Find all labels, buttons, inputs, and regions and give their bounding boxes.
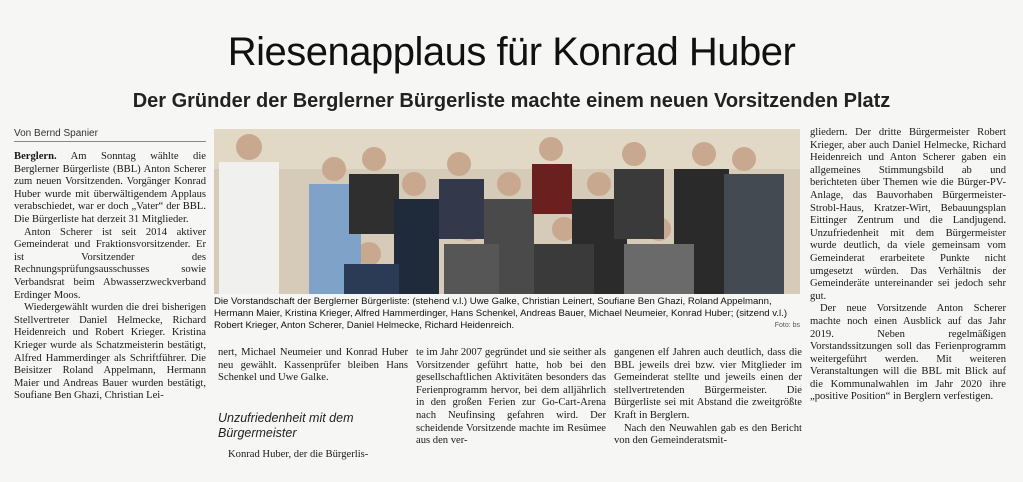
column-1	[14, 151, 206, 403]
paragraph: te im Jahr 2007 gegründet und sie seither als Vorsitzender geführt hatte, hob bei den gesellschaftlichen Aktivitäten besonders das Ferienprogramm hervor, bei dem alljährlich in den großen Ferien zur Go-Cart-Arena nach Neufinsing gefahren wird. Der scheidende Vorsitzende machte im Resümee aus den ver-	[416, 347, 606, 447]
column-4	[614, 347, 802, 448]
photo-caption	[214, 296, 800, 332]
paragraph-lead	[14, 151, 206, 227]
paragraph: nert, Michael Neumeier und Konrad Huber neu gewählt. Kassenprüfer bleiben Hans Schenkel und Uwe Galke.	[218, 347, 408, 384]
headline: Riesenapplaus für Konrad Huber	[227, 30, 796, 74]
subheadline: Der Gründer der Berglerner Bürgerliste machte einem neuen Vorsitzenden Platz	[132, 90, 891, 112]
paragraph: Nach den Neuwahlen gab es den Bericht von den Gemeinderatsmit-	[614, 422, 802, 447]
group-photo	[214, 129, 800, 294]
paragraph: gliedern. Der dritte Bürgermeister Robert Krieger, aber auch Daniel Helmecke, Richard Heidenreich und Anton Scherer gaben ein allgemeines Stimmungsbild ab und berichteten über Themen wie die Bürger-PV-Anlage, das Bauvorhaben Bürgermeister-Strobl-Haus, Kratzer-Wirt, Bebauungsplan Eittinger Zentrum und die Landjugend. Unzufriedenheit mit dem Bürgermeister wurde deutlich, da viele gemeinsam vom Gemeinderat erarbeitete Punkte nicht umgesetzt würden. Das Verhältnis der Gemeinderäte untereinander sei jedoch sehr gut.	[810, 127, 1006, 302]
lead-text: Am Sonntag wählte die Berglerner Bürgerliste (BBL) Anton Scherer zum neuen Vorsitzenden. Vorgänger Konrad Huber wurde mit überwältigendem Applaus verabschiedet, war er doch „Vater“ der BBL. Die Bürgerliste hat derzeit 31 Mitglieder.	[14, 151, 206, 225]
paragraph: gangenen elf Jahren auch deutlich, dass die BBL jeweils drei bzw. vier Mitglieder im Gemeinderat stellte und jeweils einen der stellvertretenden Bürgermeister. Die Bürgerliste sei mit Abstand die zweitgrößte Kraft in Berglern.	[614, 347, 802, 421]
column-2-continued	[218, 449, 408, 462]
lead-place: Berglern.	[14, 151, 57, 162]
paragraph: Anton Scherer ist seit 2014 aktiver Gemeinderat und Fraktionsvorsitzender. Er ist Vorsitzender des Rechnungsprüfungsausschusses sowie Verbandsrat beim Abwasserzweckverband Erdinger Moos.	[14, 226, 206, 301]
column-3	[416, 347, 606, 448]
paragraph: Konrad Huber, der die Bürgerlis-	[228, 449, 369, 460]
section-subtitle: Unzufriedenheit mit dem Bürgermeister	[218, 411, 354, 440]
group-photo-illustration	[214, 129, 800, 294]
caption-text: Die Vorstandschaft der Berglerner Bürgerliste: (stehend v.l.) Uwe Galke, Christian Leinert, Soufiane Ben Ghazi, Roland Appelmann, Hermann Maier, Kristina Krieger, Alfred Hammerdinger, Hans Schenkel, Andreas Bauer, Michael Neumeier, Konrad Huber; (sitzend v.l.) Robert Krieger, Anton Scherer, Daniel Helmecke, Richard Heidenreich.	[214, 296, 788, 331]
byline: Von Bernd Spanier	[14, 128, 206, 142]
photo-credit: Foto: bs	[774, 322, 800, 329]
paragraph: Wiedergewählt wurden die drei bisherigen Stellvertreter Daniel Helmecke, Richard Heidenreich und Robert Krieger. Kristina Krieger wurde als Schatzmeisterin bestätigt, Alfred Hammerdinger als Schriftführer. Die Beisitzer Roland Appelmann, Hermann Maier und Andreas Bauer wurden bestätigt, Soufiane Ben Ghazi, Christian Lei-	[14, 302, 206, 402]
column-5	[810, 127, 1006, 404]
column-2	[218, 347, 408, 385]
paragraph: Der neue Vorsitzende Anton Scherer machte noch einen Ausblick auf das Jahr 2019. Neben regelmäßigen Vorstandssitzungen soll das Ferienprogramm weitergeführt werden. Mit weiteren Veranstaltungen will die BBL mit Blick auf die Kommunalwahlen im Jahr 2020 ihre „positive Position“ in Berglern verfestigen.	[810, 303, 1006, 403]
